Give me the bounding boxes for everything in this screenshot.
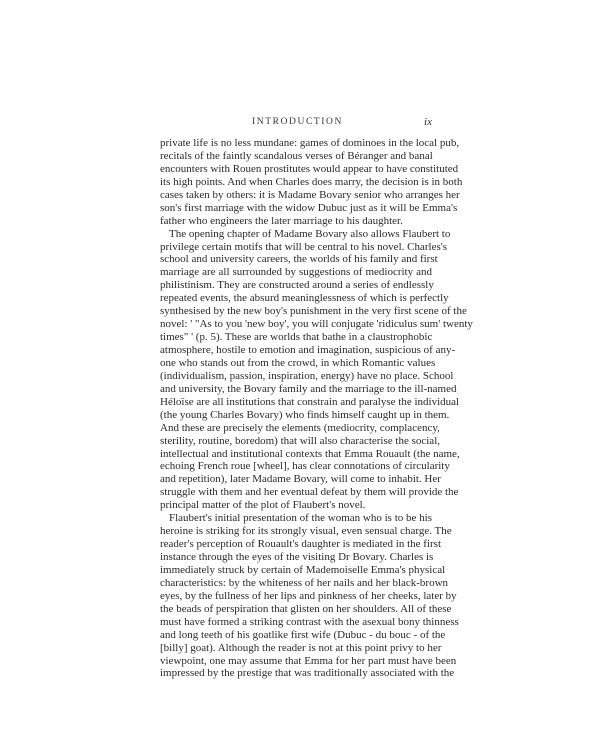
text-line: intellectual and institutional contexts that Emma Rouault (the name, [160, 447, 460, 460]
text-line: one who stands out from the crowd, in which Romantic values [160, 356, 436, 369]
text-line: principal matter of the plot of Flaubert's novel. [160, 499, 366, 512]
paragraph [160, 137, 463, 228]
text-line: privilege certain motifs that will be central to his novel. Charles's [160, 240, 447, 253]
text-line: immediately struck by certain of Mademoiselle Emma's physical [160, 563, 446, 576]
text-line: The opening chapter of Madame Bovary also allows Flaubert to [169, 227, 451, 240]
text-line: heroine is striking for its strongly visual, even sensual charge. The [160, 525, 452, 538]
text-line: atmosphere, hostile to emotion and imagination, suspicious of any- [160, 344, 456, 356]
text-line: impressed by the prestige that was traditionally associated with the [160, 667, 455, 680]
page-number: ix [424, 116, 432, 128]
text-line: and repetition), later Madame Bovary, will come to inhabit. Her [160, 473, 441, 486]
text-line: sterility, routine, boredom) that will also characterise the social, [160, 434, 441, 447]
running-head [160, 117, 432, 131]
text-line: instance through the eyes of the visiting Dr Bovary. Charles is [160, 551, 434, 563]
text-line: reader's perception of Rouault's daughter is mediated in the first [160, 538, 442, 551]
text-line: marriage are all surrounded by suggestions of mediocrity and [160, 266, 432, 279]
text-line: school and university careers, the worlds of his family and first [160, 253, 438, 266]
text-line: times" ' (p. 5). These are worlds that bathe in a claustrophobic [160, 331, 433, 344]
text-line: repeated events, the absurd meaninglessness of which is perfectly [160, 292, 449, 305]
paragraph [160, 227, 473, 513]
text-line: and university, the Bovary family and the marriage to the ill-named [160, 382, 457, 395]
text-line: private life is no less mundane: games of dominoes in the local pub, [160, 137, 460, 149]
text-line: struggle with them and her eventual defeat by them will provide the [160, 486, 459, 499]
running-title: INTRODUCTION [252, 117, 343, 127]
text-line: Flaubert's initial presentation of the woman who is to be his [169, 512, 432, 525]
text-line: echoing French roue [wheel], has clear connotations of circularity [160, 460, 450, 473]
text-line: cases taken by others: it is Madame Bovary senior who arranges her [160, 188, 460, 201]
text-line: must have formed a striking contrast with the asexual bony thinness [160, 615, 459, 628]
text-line: characteristics: by the whiteness of her nails and her black-brown [160, 576, 449, 589]
text-line: philistinism. They are constructed around a series of endlessly [160, 279, 434, 292]
body-text [160, 137, 473, 680]
text-line: (individualism, passion, inspiration, energy) have no place. School [160, 369, 454, 382]
text-line: recitals of the faintly scandalous verses of Béranger and banal [160, 149, 433, 162]
text-line: eyes, by the fullness of her lips and pinkness of her cheeks, later by [160, 589, 457, 602]
text-line: its high points. And when Charles does marry, the decision is in both [160, 175, 463, 188]
text-line: father who engineers the later marriage to his daughter. [160, 214, 403, 227]
text-line: and long teeth of his goatlike first wife (Dubuc - du bouc - of the [160, 628, 446, 641]
text-line: synthesised by the new boy's punishment in the very first scene of the [160, 305, 467, 318]
text-line: And these are precisely the elements (mediocrity, complacency, [160, 421, 440, 434]
text-line: viewpoint, one may assume that Emma for her part must have been [160, 654, 457, 667]
text-line: novel: ' "As to you 'new boy', you will conjugate 'ridiculus sum' twenty [160, 318, 473, 331]
text-line: (the young Charles Bovary) who finds himself caught up in them. [160, 408, 450, 421]
text-line: son's first marriage with the widow Dubuc just as it will be Emma's [160, 201, 458, 214]
text-line: the beads of perspiration that glisten on her shoulders. All of these [160, 602, 452, 615]
paragraph [160, 512, 459, 680]
text-line: [billy] goat). Although the reader is not at this point privy to her [160, 641, 442, 654]
text-line: Héloïse are all institutions that constrain and paralyse the individual [160, 395, 460, 408]
text-line: encounters with Rouen prostitutes would appear to have constituted [160, 162, 459, 175]
